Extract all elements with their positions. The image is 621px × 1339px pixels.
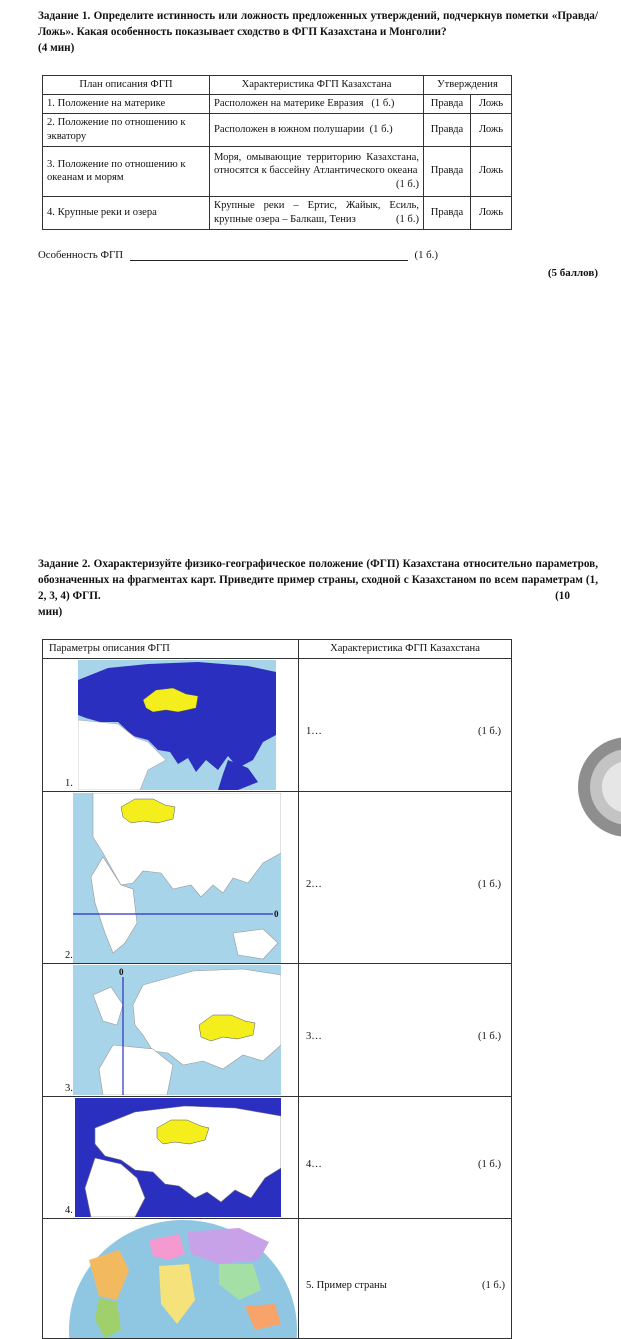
answer-prompt: 4… bbox=[306, 1158, 322, 1170]
feature-answer-line bbox=[38, 249, 438, 261]
col-header-parameters: Параметры описания ФГП bbox=[43, 640, 299, 659]
table-row bbox=[43, 95, 512, 114]
table-row bbox=[43, 1219, 512, 1339]
task1-heading bbox=[38, 8, 598, 56]
answer-points: (1 б.) bbox=[477, 1158, 501, 1170]
map-number: 2. bbox=[65, 949, 73, 961]
map-prime-meridian bbox=[73, 965, 281, 1095]
feature-label: Особенность ФГП bbox=[38, 249, 124, 261]
task2-time: (10 bbox=[555, 590, 570, 602]
task1-total-score: (5 баллов) bbox=[547, 267, 598, 279]
scroll-widget-icon[interactable] bbox=[578, 737, 621, 837]
map-equator bbox=[73, 793, 281, 963]
map-cell bbox=[43, 1097, 299, 1219]
true-option[interactable]: Правда bbox=[424, 196, 471, 229]
answer-prompt: 1… bbox=[306, 726, 322, 737]
task1-text: Задание 1. Определите истинность или ложность предложенных утверждений, подчеркнув пометки «Правда/Ложь». Какая особенность показывает сходство в ФГП Казахстана и Монголии? bbox=[38, 10, 598, 38]
answer-cell[interactable] bbox=[299, 659, 512, 792]
false-option[interactable]: Ложь bbox=[471, 113, 512, 146]
map-number: 4. bbox=[65, 1204, 73, 1216]
task2-table bbox=[42, 639, 512, 1339]
map-number: 3. bbox=[65, 1082, 73, 1094]
table-row bbox=[43, 146, 512, 196]
task2-heading bbox=[38, 556, 598, 620]
answer-cell[interactable] bbox=[299, 1097, 512, 1219]
answer-cell[interactable] bbox=[299, 1219, 512, 1339]
plan-cell: 4. Крупные реки и озера bbox=[43, 196, 210, 229]
col-header-plan: План описания ФГП bbox=[43, 76, 210, 95]
map-cell bbox=[43, 792, 299, 964]
map-cell bbox=[43, 1219, 299, 1339]
col-header-characteristic: Характеристика ФГП Казахстана bbox=[299, 640, 512, 659]
table-row bbox=[43, 659, 512, 792]
plan-cell: 1. Положение на материке bbox=[43, 95, 210, 114]
answer-blank[interactable] bbox=[130, 250, 408, 261]
task1-time: (4 мин) bbox=[38, 42, 75, 54]
table-row bbox=[43, 792, 512, 964]
true-option[interactable]: Правда bbox=[424, 146, 471, 196]
answer-points: (1 б.) bbox=[477, 726, 501, 737]
table-row bbox=[43, 196, 512, 229]
col-header-statements: Утверждения bbox=[424, 76, 512, 95]
true-option[interactable]: Правда bbox=[424, 95, 471, 114]
col-header-characteristic: Характеристика ФГП Казахстана bbox=[210, 76, 424, 95]
equator-label: 0 bbox=[274, 909, 279, 919]
false-option[interactable]: Ложь bbox=[471, 146, 512, 196]
answer-prompt: 2… bbox=[306, 878, 322, 890]
answer-points: (1 б.) bbox=[477, 1031, 501, 1042]
map-cell bbox=[43, 659, 299, 792]
map-number: 1. bbox=[65, 777, 73, 789]
task2-text: Задание 2. Охарактеризуйте физико-географическое положение (ФГП) Казахстана относительно параметров, обозначенных на фрагментах карт. Приведите пример страны, сходной с Казахстаном по всем параметрам (1, 2, 3, 4) ФГП. bbox=[38, 558, 598, 602]
task1-table bbox=[42, 75, 512, 230]
map-cell bbox=[43, 964, 299, 1097]
answer-points: (1 б.) bbox=[481, 1279, 505, 1291]
desc-cell: Расположен в южном полушарии (1 б.) bbox=[210, 113, 424, 146]
false-option[interactable]: Ложь bbox=[471, 196, 512, 229]
table-header-row bbox=[43, 76, 512, 95]
answer-prompt: 5. Пример страны bbox=[306, 1279, 387, 1291]
answer-prompt: 3… bbox=[306, 1031, 322, 1042]
false-option[interactable]: Ложь bbox=[471, 95, 512, 114]
desc-cell: Моря, омывающие территорию Казахстана, относятся к бассейну Атлантического океана (1 б.) bbox=[210, 146, 424, 196]
map-oceans bbox=[75, 1098, 281, 1217]
desc-cell: Расположен на материке Евразия (1 б.) bbox=[210, 95, 424, 114]
table-row bbox=[43, 1097, 512, 1219]
answer-points: (1 б.) bbox=[477, 878, 501, 890]
meridian-label: 0 bbox=[119, 967, 124, 977]
table-row bbox=[43, 964, 512, 1097]
plan-cell: 2. Положение по отношению к экватору bbox=[43, 113, 210, 146]
answer-cell[interactable] bbox=[299, 792, 512, 964]
answer-cell[interactable] bbox=[299, 964, 512, 1097]
feature-points: (1 б.) bbox=[414, 249, 438, 261]
map-political-world bbox=[69, 1220, 297, 1338]
map-eurasia-continent bbox=[78, 660, 276, 790]
plan-cell: 3. Положение по отношению к океанам и морям bbox=[43, 146, 210, 196]
table-row bbox=[43, 113, 512, 146]
desc-cell: Крупные реки – Ертис, Жайык, Есиль, крупные озера – Балкаш, Тениз (1 б.) bbox=[210, 196, 424, 229]
task2-time-cont: мин) bbox=[38, 606, 63, 618]
table-header-row bbox=[43, 640, 512, 659]
true-option[interactable]: Правда bbox=[424, 113, 471, 146]
